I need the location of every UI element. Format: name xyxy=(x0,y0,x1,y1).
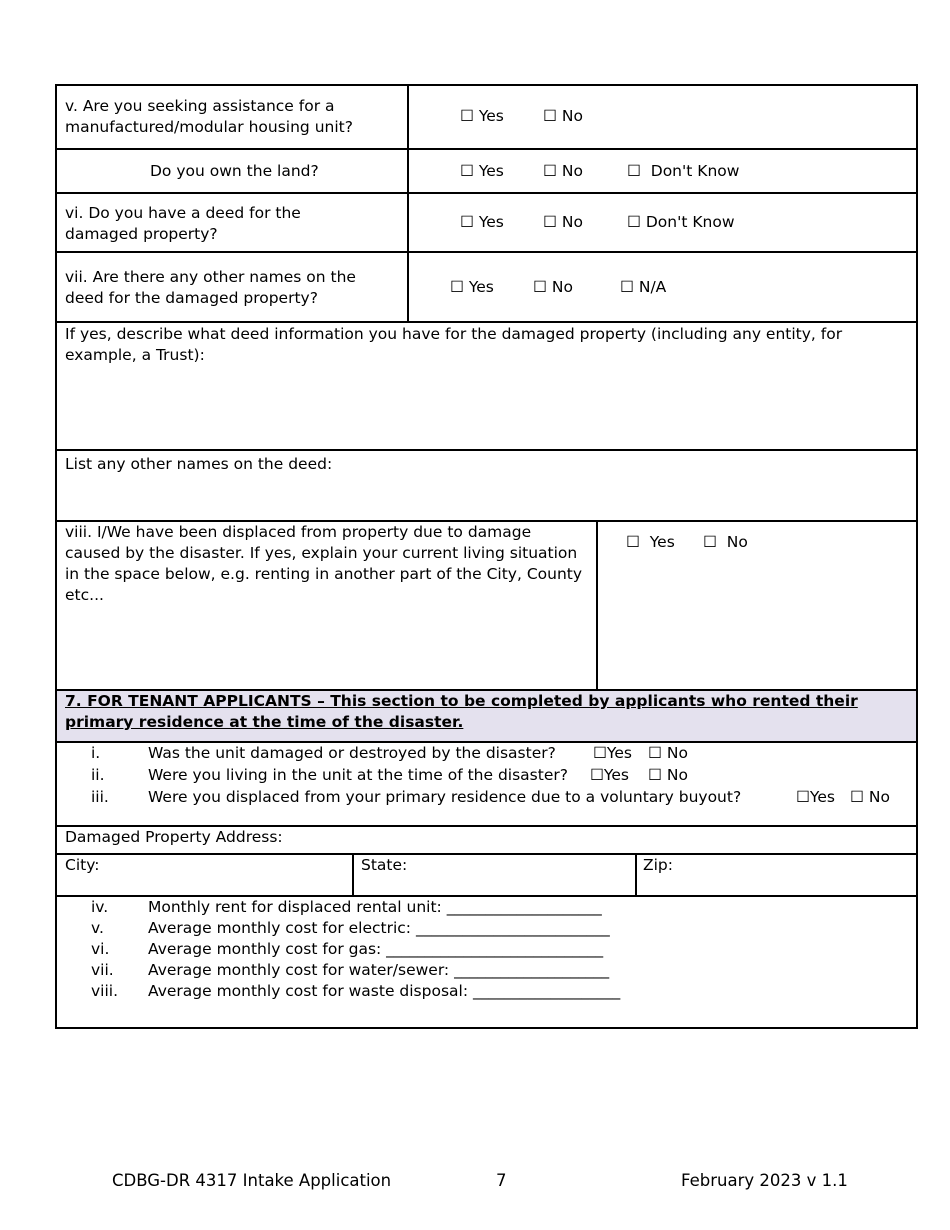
zip-label: Zip: xyxy=(643,856,673,874)
zip-field[interactable] xyxy=(675,855,913,893)
table-border-bottom xyxy=(55,1027,918,1029)
no-checkbox[interactable]: ☐ No xyxy=(648,766,688,784)
waste-disposal-cost-field[interactable]: Average monthly cost for waste disposal: ___________________ xyxy=(148,982,621,1000)
city-field[interactable] xyxy=(105,855,350,893)
checkbox-icon: ☐ xyxy=(626,533,640,551)
rent-field[interactable]: Monthly rent for displaced rental unit: ____________________ xyxy=(148,898,602,916)
checkbox-icon: ☐ xyxy=(593,744,607,762)
yes-checkbox[interactable]: ☐ Yes xyxy=(460,162,504,180)
list-item: vi. Average monthly cost for gas: ____________________________ xyxy=(91,940,604,958)
no-checkbox[interactable]: ☐ No xyxy=(543,162,583,180)
column-divider xyxy=(635,853,637,896)
na-checkbox[interactable]: ☐ N/A xyxy=(620,278,667,296)
question-other-names-deed: vii. Are there any other names on the deed for the damaged property? xyxy=(65,268,356,307)
table-border-right xyxy=(916,84,918,1028)
deed-info-prompt: If yes, describe what deed information you have for the damaged property (including any entity, for example, a Trust): xyxy=(65,325,843,364)
no-checkbox[interactable]: ☐ No xyxy=(648,744,688,762)
list-item: iii. Were you displaced from your primary residence due to a voluntary buyout? ☐Yes ☐ No xyxy=(91,788,890,806)
checkbox-icon: ☐ xyxy=(850,788,864,806)
no-checkbox[interactable]: ☐ No xyxy=(533,278,573,296)
yes-checkbox[interactable]: ☐ Yes xyxy=(450,278,494,296)
list-item: v. Average monthly cost for electric: _________________________ xyxy=(91,919,610,937)
question-own-land: Do you own the land? xyxy=(150,162,319,180)
row-divider xyxy=(55,148,918,150)
footer-page-number: 7 xyxy=(496,1171,507,1190)
no-checkbox[interactable]: ☐ No xyxy=(543,107,583,125)
state-field[interactable] xyxy=(412,855,632,893)
column-divider xyxy=(596,520,598,690)
checkbox-icon: ☐ xyxy=(460,213,474,231)
question-manufactured-housing: v. Are you seeking assistance for a manufactured/modular housing unit? xyxy=(65,97,353,136)
list-item: i. Was the unit damaged or destroyed by the disaster? ☐Yes ☐ No xyxy=(91,744,688,762)
checkbox-icon: ☐ xyxy=(627,213,641,231)
list-item: ii. Were you living in the unit at the time of the disaster? ☐Yes ☐ No xyxy=(91,766,688,784)
yes-checkbox[interactable]: ☐ Yes xyxy=(626,533,675,551)
checkbox-icon: ☐ xyxy=(703,533,717,551)
no-checkbox[interactable]: ☐ No xyxy=(543,213,583,231)
checkbox-icon: ☐ xyxy=(533,278,547,296)
checkbox-icon: ☐ xyxy=(648,766,662,784)
checkbox-icon: ☐ xyxy=(590,766,604,784)
question-deed: vi. Do you have a deed for the damaged property? xyxy=(65,204,301,243)
checkbox-icon: ☐ xyxy=(648,744,662,762)
column-divider xyxy=(352,853,354,896)
checkbox-icon: ☐ xyxy=(450,278,464,296)
city-label: City: xyxy=(65,856,100,874)
checkbox-icon: ☐ xyxy=(796,788,810,806)
no-checkbox[interactable]: ☐ No xyxy=(850,788,890,806)
yes-checkbox[interactable]: ☐ Yes xyxy=(460,213,504,231)
table-border-top xyxy=(55,84,918,86)
deed-info-input-area[interactable] xyxy=(57,370,915,448)
question-displaced: viii. I/We have been displaced from property due to damage caused by the disaster. If yes, explain your current living situation in the space below, e.g. renting in another part of the City, County etc... xyxy=(65,523,583,604)
displaced-explanation-input-area[interactable] xyxy=(57,610,595,688)
column-divider xyxy=(407,84,409,322)
list-item: iv. Monthly rent for displaced rental unit: ____________________ xyxy=(91,898,602,916)
state-label: State: xyxy=(361,856,408,874)
section-7-heading: 7. FOR TENANT APPLICANTS – This section to be completed by applicants who rented their primary residence at the time of the disaster. xyxy=(65,692,858,731)
yes-checkbox[interactable]: ☐Yes xyxy=(796,788,835,806)
checkbox-icon: ☐ xyxy=(460,107,474,125)
row-divider xyxy=(55,321,918,323)
checkbox-icon: ☐ xyxy=(543,107,557,125)
footer-document-title: CDBG-DR 4317 Intake Application xyxy=(112,1171,392,1190)
list-item: viii. Average monthly cost for waste disposal: ___________________ xyxy=(91,982,621,1000)
other-names-prompt: List any other names on the deed: xyxy=(65,455,333,473)
water-sewer-cost-field[interactable]: Average monthly cost for water/sewer: ____________________ xyxy=(148,961,610,979)
table-border-left xyxy=(55,84,57,1028)
electric-cost-field[interactable]: Average monthly cost for electric: _________________________ xyxy=(148,919,610,937)
dont-know-checkbox[interactable]: ☐ Don't Know xyxy=(627,213,735,231)
damaged-property-address-label: Damaged Property Address: xyxy=(65,828,283,846)
gas-cost-field[interactable]: Average monthly cost for gas: ____________________________ xyxy=(148,940,604,958)
yes-checkbox[interactable]: ☐ Yes xyxy=(460,107,504,125)
list-item: vii. Average monthly cost for water/sewer: ____________________ xyxy=(91,961,610,979)
row-divider xyxy=(55,449,918,451)
checkbox-icon: ☐ xyxy=(543,162,557,180)
dont-know-checkbox[interactable]: ☐ Don't Know xyxy=(627,162,740,180)
checkbox-icon: ☐ xyxy=(460,162,474,180)
other-names-input-area[interactable] xyxy=(57,477,915,519)
footer-version-date: February 2023 v 1.1 xyxy=(681,1171,848,1190)
checkbox-icon: ☐ xyxy=(543,213,557,231)
yes-checkbox[interactable]: ☐Yes xyxy=(593,744,632,762)
no-checkbox[interactable]: ☐ No xyxy=(703,533,748,551)
row-divider xyxy=(55,192,918,194)
checkbox-icon: ☐ xyxy=(627,162,641,180)
checkbox-icon: ☐ xyxy=(620,278,634,296)
row-divider xyxy=(55,251,918,253)
yes-checkbox[interactable]: ☐Yes xyxy=(590,766,629,784)
